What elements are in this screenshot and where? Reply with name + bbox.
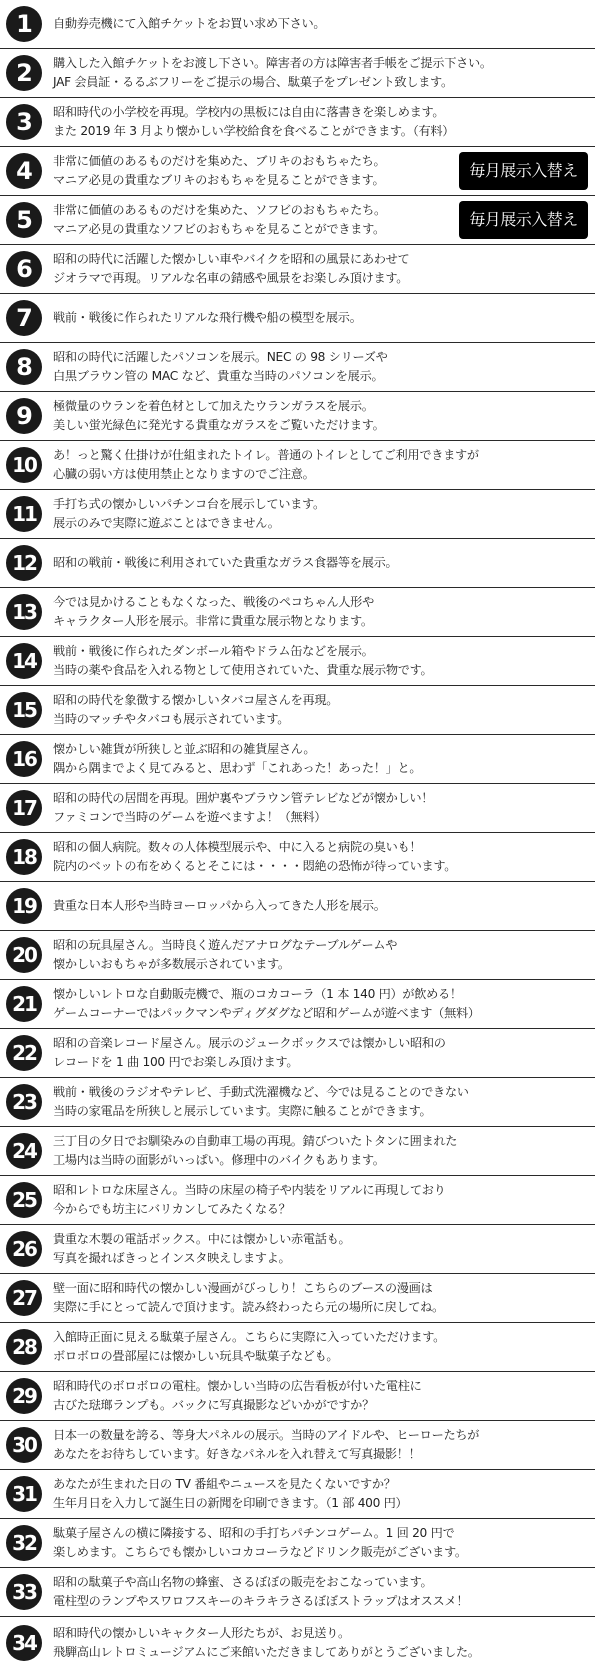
exhibit-description-line: 駄菓子屋さんの横に隣接する、昭和の手打ちパチンコゲーム。1 回 20 円で [53,1526,455,1540]
exhibit-number-badge: 18 [6,839,42,875]
exhibit-number-badge: 1 [6,6,42,42]
exhibit-description [53,397,385,435]
exhibit-number-badge: 19 [6,888,42,924]
exhibit-description [53,1426,479,1464]
exhibit-description-line: ゲームコーナーではパックマンやディグダグなど昭和ゲームが遊べます（無料） [53,1006,480,1020]
exhibit-number-badge: 30 [6,1427,42,1463]
exhibit-description [53,15,325,34]
exhibit-description-line: あなたをお待ちしています。好きなパネルを入れ替えて写真撮影！！ [53,1447,421,1461]
exhibit-description-line: 三丁目の夕日でお馴染みの自動車工場の再現。錆びついたトタンに囲まれた [53,1134,458,1148]
exhibit-number-badge: 34 [6,1625,42,1661]
exhibit-description-line: 昭和時代のボロボロの電柱。懐かしい当時の広告看板が付いた電柱に [53,1379,422,1393]
exhibit-description-line: マニア必見の貴重なソフビのおもちゃを見ることができます。 [53,222,385,236]
exhibit-row [0,931,595,980]
exhibit-description-line: 生年月日を入力して誕生日の新聞を印刷できます。（1 部 400 円） [53,1496,408,1510]
exhibit-description-line: 昭和時代の小学校を再現。学校内の黒板には自由に落書きを楽しめます。 [53,105,445,119]
exhibit-number-badge: 6 [6,251,42,287]
exhibit-description [53,309,362,328]
exhibit-description-line: 昭和の個人病院。数々の人体模型展示や、中に入ると病院の臭いも！ [53,840,422,854]
exhibit-description [53,838,456,876]
exhibit-number-badge: 14 [6,643,42,679]
exhibit-description-line: ジオラマで再現。リアルな名車の錆感や風景をお楽しみ頂けます。 [53,271,409,285]
exhibit-description-line: マニア必見の貴重なブリキのおもちゃを見ることができます。 [53,173,385,187]
exhibit-row [0,392,595,441]
exhibit-description-line: ボロボロの畳部屋には懐かしい玩具や駄菓子なども。 [53,1349,339,1363]
exhibit-description-line: 非常に価値のあるものだけを集めた、ブリキのおもちゃたち。 [53,154,386,168]
exhibit-number-badge: 20 [6,937,42,973]
exhibit-description-line: 当時の薬や食品を入れる物として使用されていた、貴重な展示物です。 [53,663,433,677]
exhibit-row [0,1568,595,1617]
exhibit-number-badge: 31 [6,1476,42,1512]
exhibit-row [0,539,595,588]
exhibit-row [0,1470,595,1519]
exhibit-description-line: 昭和レトロな床屋さん。当時の床屋の椅子や内装をリアルに再現しており [53,1183,446,1197]
exhibit-row [0,147,595,196]
exhibit-row [0,49,595,98]
exhibit-number-badge: 21 [6,986,42,1022]
monthly-rotation-badge: 毎月展示入替え [459,201,588,239]
exhibit-description-line: 古びた琺瑯ランプも。バックに写真撮影などいかがですか？ [53,1398,374,1412]
exhibit-description-line: 昭和の時代に活躍したパソコンを展示。NEC の 98 シリーズや [53,350,388,364]
exhibit-description [53,1524,467,1562]
exhibit-row [0,245,595,294]
exhibit-description [53,152,385,190]
exhibit-description [53,1377,422,1415]
exhibit-description [53,446,479,484]
exhibit-description [53,348,388,386]
exhibit-row [0,1225,595,1274]
exhibit-description-line: 実際に手にとって読んで頂けます。読み終わったら元の場所に戻してね。 [53,1300,444,1314]
exhibit-row [0,784,595,833]
exhibit-description-line: 心臓の弱い方は使用禁止となりますのでご注意。 [53,467,315,481]
exhibit-number-badge: 11 [6,496,42,532]
exhibit-number-badge: 7 [6,300,42,336]
exhibit-row [0,686,595,735]
exhibit-description-line: 白黒ブラウン管の MAC など、貴重な当時のパソコンを展示。 [53,369,384,383]
exhibit-row [0,343,595,392]
exhibit-description [53,1328,445,1366]
exhibit-description [53,936,397,974]
exhibit-description [53,985,480,1023]
exhibit-description [53,593,374,631]
exhibit-description-line: JAF 会員証・るるぶフリーをご提示の場合、駄菓子をプレゼント致します。 [53,75,453,89]
exhibit-description [53,1573,468,1611]
exhibit-number-badge: 16 [6,741,42,777]
exhibit-description-line: 非常に価値のあるものだけを集めた、ソフビのおもちゃたち。 [53,203,386,217]
exhibit-description [53,1279,444,1317]
exhibit-description-line: 懐かしい雑貨が所狭しと並ぶ昭和の雑貨屋さん。 [53,742,316,756]
exhibit-description [53,1475,407,1513]
exhibit-description-line: あ！っと驚く仕掛けが仕組まれたトイレ。普通のトイレとしてご利用できますが [53,448,479,462]
exhibit-description [53,1181,446,1219]
exhibit-description [53,1083,469,1121]
exhibit-number-badge: 15 [6,692,42,728]
exhibit-row [0,882,595,931]
exhibit-number-badge: 13 [6,594,42,630]
exhibit-description-line: 壁一面に昭和時代の懐かしい漫画がびっしり！こちらのブースの漫画は [53,1281,433,1295]
exhibit-description [53,103,454,141]
exhibit-description [53,1624,480,1662]
exhibit-description [53,1132,457,1170]
exhibit-description-line: 貴重な木製の電話ボックス。中には懐かしい赤電話も。 [53,1232,351,1246]
exhibit-description [53,54,492,92]
monthly-rotation-badge: 毎月展示入替え [459,152,588,190]
exhibit-description-line: 隅から隅までよく見てみると、思わず「これあった！あった！」と。 [53,761,422,775]
exhibit-description-line: 昭和の音楽レコード屋さん。展示のジュークボックスでは懐かしい昭和の [53,1036,446,1050]
exhibit-row [0,294,595,343]
exhibit-row [0,1274,595,1323]
exhibit-number-badge: 12 [6,545,42,581]
exhibit-number-badge: 32 [6,1525,42,1561]
exhibit-row [0,1519,595,1568]
exhibit-description-line: 購入した入館チケットをお渡し下さい。障害者の方は障害者手帳をご提示下さい。 [53,56,492,70]
exhibit-number-badge: 3 [6,104,42,140]
exhibit-row [0,1323,595,1372]
exhibit-description-line: 電柱型のランプやスワロフスキーのキラキラさるぼぼストラップはオススメ！ [53,1594,469,1608]
exhibit-row [0,490,595,539]
exhibit-description-line: 写真を撮ればきっとインスタ映えしますよ。 [53,1251,291,1265]
exhibit-number-badge: 28 [6,1329,42,1365]
exhibit-number-badge: 9 [6,398,42,434]
exhibit-description-line: キャラクター人形を展示。非常に貴重な展示物となります。 [53,614,373,628]
exhibit-description-line: 昭和時代の懐かしいキャクター人形たちが、お見送り。 [53,1626,350,1640]
exhibit-description-line: 昭和の玩具屋さん。当時良く遊んだアナログなテーブルゲームや [53,938,398,952]
exhibit-description-line: 当時の家電品を所狭しと展示しています。実際に触ることができます。 [53,1104,432,1118]
exhibit-description-line: 昭和の駄菓子や高山名物の蜂蜜、さるぼぼの販売をおこなっています。 [53,1575,433,1589]
exhibit-description-line: 院内のベットの布をめくるとそこには・・・・悶絶の恐怖が待っています。 [53,859,457,873]
exhibit-number-badge: 25 [6,1182,42,1218]
exhibit-description [53,250,409,288]
exhibit-number-badge: 8 [6,349,42,385]
exhibit-description [53,642,432,680]
exhibit-number-badge: 27 [6,1280,42,1316]
exhibit-description-line: 工場内は当時の面影がいっぱい。修理中のバイクもあります。 [53,1153,385,1167]
exhibit-row [0,1127,595,1176]
exhibit-description [53,554,397,573]
exhibit-row [0,735,595,784]
exhibit-description-line: また 2019 年 3 月より懐かしい学校給食を食べることができます。（有料） [53,124,455,138]
exhibit-description-line: 昭和の時代に活躍した懐かしい車やバイクを昭和の風景にあわせて [53,252,410,266]
exhibit-description [53,201,386,239]
exhibit-description-line: 懐かしいレトロな自動販売機で、瓶のコカコーラ（1 本 140 円）が飲める！ [53,987,462,1001]
exhibit-row [0,980,595,1029]
exhibit-description-line: 自動券売機にて入館チケットをお買い求め下さい。 [53,16,326,31]
exhibit-row [0,98,595,147]
exhibit-row [0,1078,595,1127]
exhibit-number-badge: 4 [6,153,42,189]
exhibit-description-line: 美しい蛍光緑色に発光する貴重なガラスをご覧いただけます。 [53,418,385,432]
exhibit-description-line: 展示のみで実際に遊ぶことはできません。 [53,516,280,530]
exhibit-description [53,740,421,778]
exhibit-description-line: あなたが生まれた日の TV 番組やニュースを見たくないですか？ [53,1477,396,1491]
exhibit-row [0,1421,595,1470]
exhibit-description-line: 昭和の時代の居間を再現。囲炉裏やブラウン管テレビなどが懐かしい！ [53,791,434,805]
exhibit-description-line: 飛騨高山レトロミュージアムにご来館いただきましてありがとうございました。 [53,1645,480,1659]
exhibit-description-line: 日本一の数量を誇る、等身大パネルの展示。当時のアイドルや、ヒーローたちが [53,1428,480,1442]
exhibit-description-line: ファミコンで当時のゲームを遊べますよ！（無料） [53,810,327,824]
exhibit-row [0,1617,595,1669]
exhibit-description-line: 今からでも坊主にバリカンしてみたくなる？ [53,1202,291,1216]
exhibit-description-line: レコードを 1 曲 100 円でお楽しみ頂けます。 [53,1055,299,1069]
exhibit-number-badge: 22 [6,1035,42,1071]
exhibit-row [0,0,595,49]
exhibit-description-line: 戦前・戦後に作られたダンボール箱やドラム缶などを展示。 [53,644,374,658]
exhibit-description-line: 今では見かけることもなくなった、戦後のペコちゃん人形や [53,595,374,609]
exhibit-row [0,196,595,245]
exhibit-description [53,897,386,916]
exhibit-row [0,1176,595,1225]
exhibit-number-badge: 5 [6,202,42,238]
exhibit-row [0,441,595,490]
exhibit-description-line: 当時のマッチやタバコも展示されています。 [53,712,290,726]
exhibit-number-badge: 26 [6,1231,42,1267]
exhibit-number-badge: 2 [6,55,42,91]
exhibit-row [0,1029,595,1078]
exhibit-number-badge: 10 [6,447,42,483]
exhibit-description-line: 昭和の時代を象徴する懐かしいタバコ屋さんを再現。 [53,693,339,707]
exhibit-description-line: 入館時正面に見える駄菓子屋さん。こちらに実際に入っていただけます。 [53,1330,446,1344]
exhibit-number-badge: 29 [6,1378,42,1414]
exhibit-number-badge: 24 [6,1133,42,1169]
exhibit-number-badge: 23 [6,1084,42,1120]
exhibit-number-badge: 17 [6,790,42,826]
exhibit-number-badge: 33 [6,1574,42,1610]
exhibit-description-line: 昭和の戦前・戦後に利用されていた貴重なガラス食器等を展示。 [53,555,398,570]
exhibit-description-line: 極微量のウランを着色材として加えたウランガラスを展示。 [53,399,374,413]
exhibit-row [0,637,595,686]
exhibit-row [0,588,595,637]
exhibit-description-line: 懐かしいおもちゃが多数展示されています。 [53,957,290,971]
exhibit-description-line: 戦前・戦後に作られたリアルな飛行機や船の模型を展示。 [53,310,362,325]
exhibit-row [0,1372,595,1421]
exhibit-row [0,833,595,882]
exhibit-description [53,691,338,729]
exhibit-description [53,789,433,827]
exhibit-description-line: 貴重な日本人形や当時ヨーロッパから入ってきた人形を展示。 [53,898,386,913]
exhibit-description-line: 楽しめます。こちらでも懐かしいコカコーラなどドリンク販売がございます。 [53,1545,467,1559]
exhibit-description-line: 戦前・戦後のラジオやテレビ、手動式洗濯機など、今では見ることのできない [53,1085,469,1099]
exhibit-description [53,1034,446,1072]
exhibit-description [53,1230,350,1268]
exhibit-description-line: 手打ち式の懐かしいパチンコ台を展示しています。 [53,497,325,511]
exhibit-description [53,495,325,533]
